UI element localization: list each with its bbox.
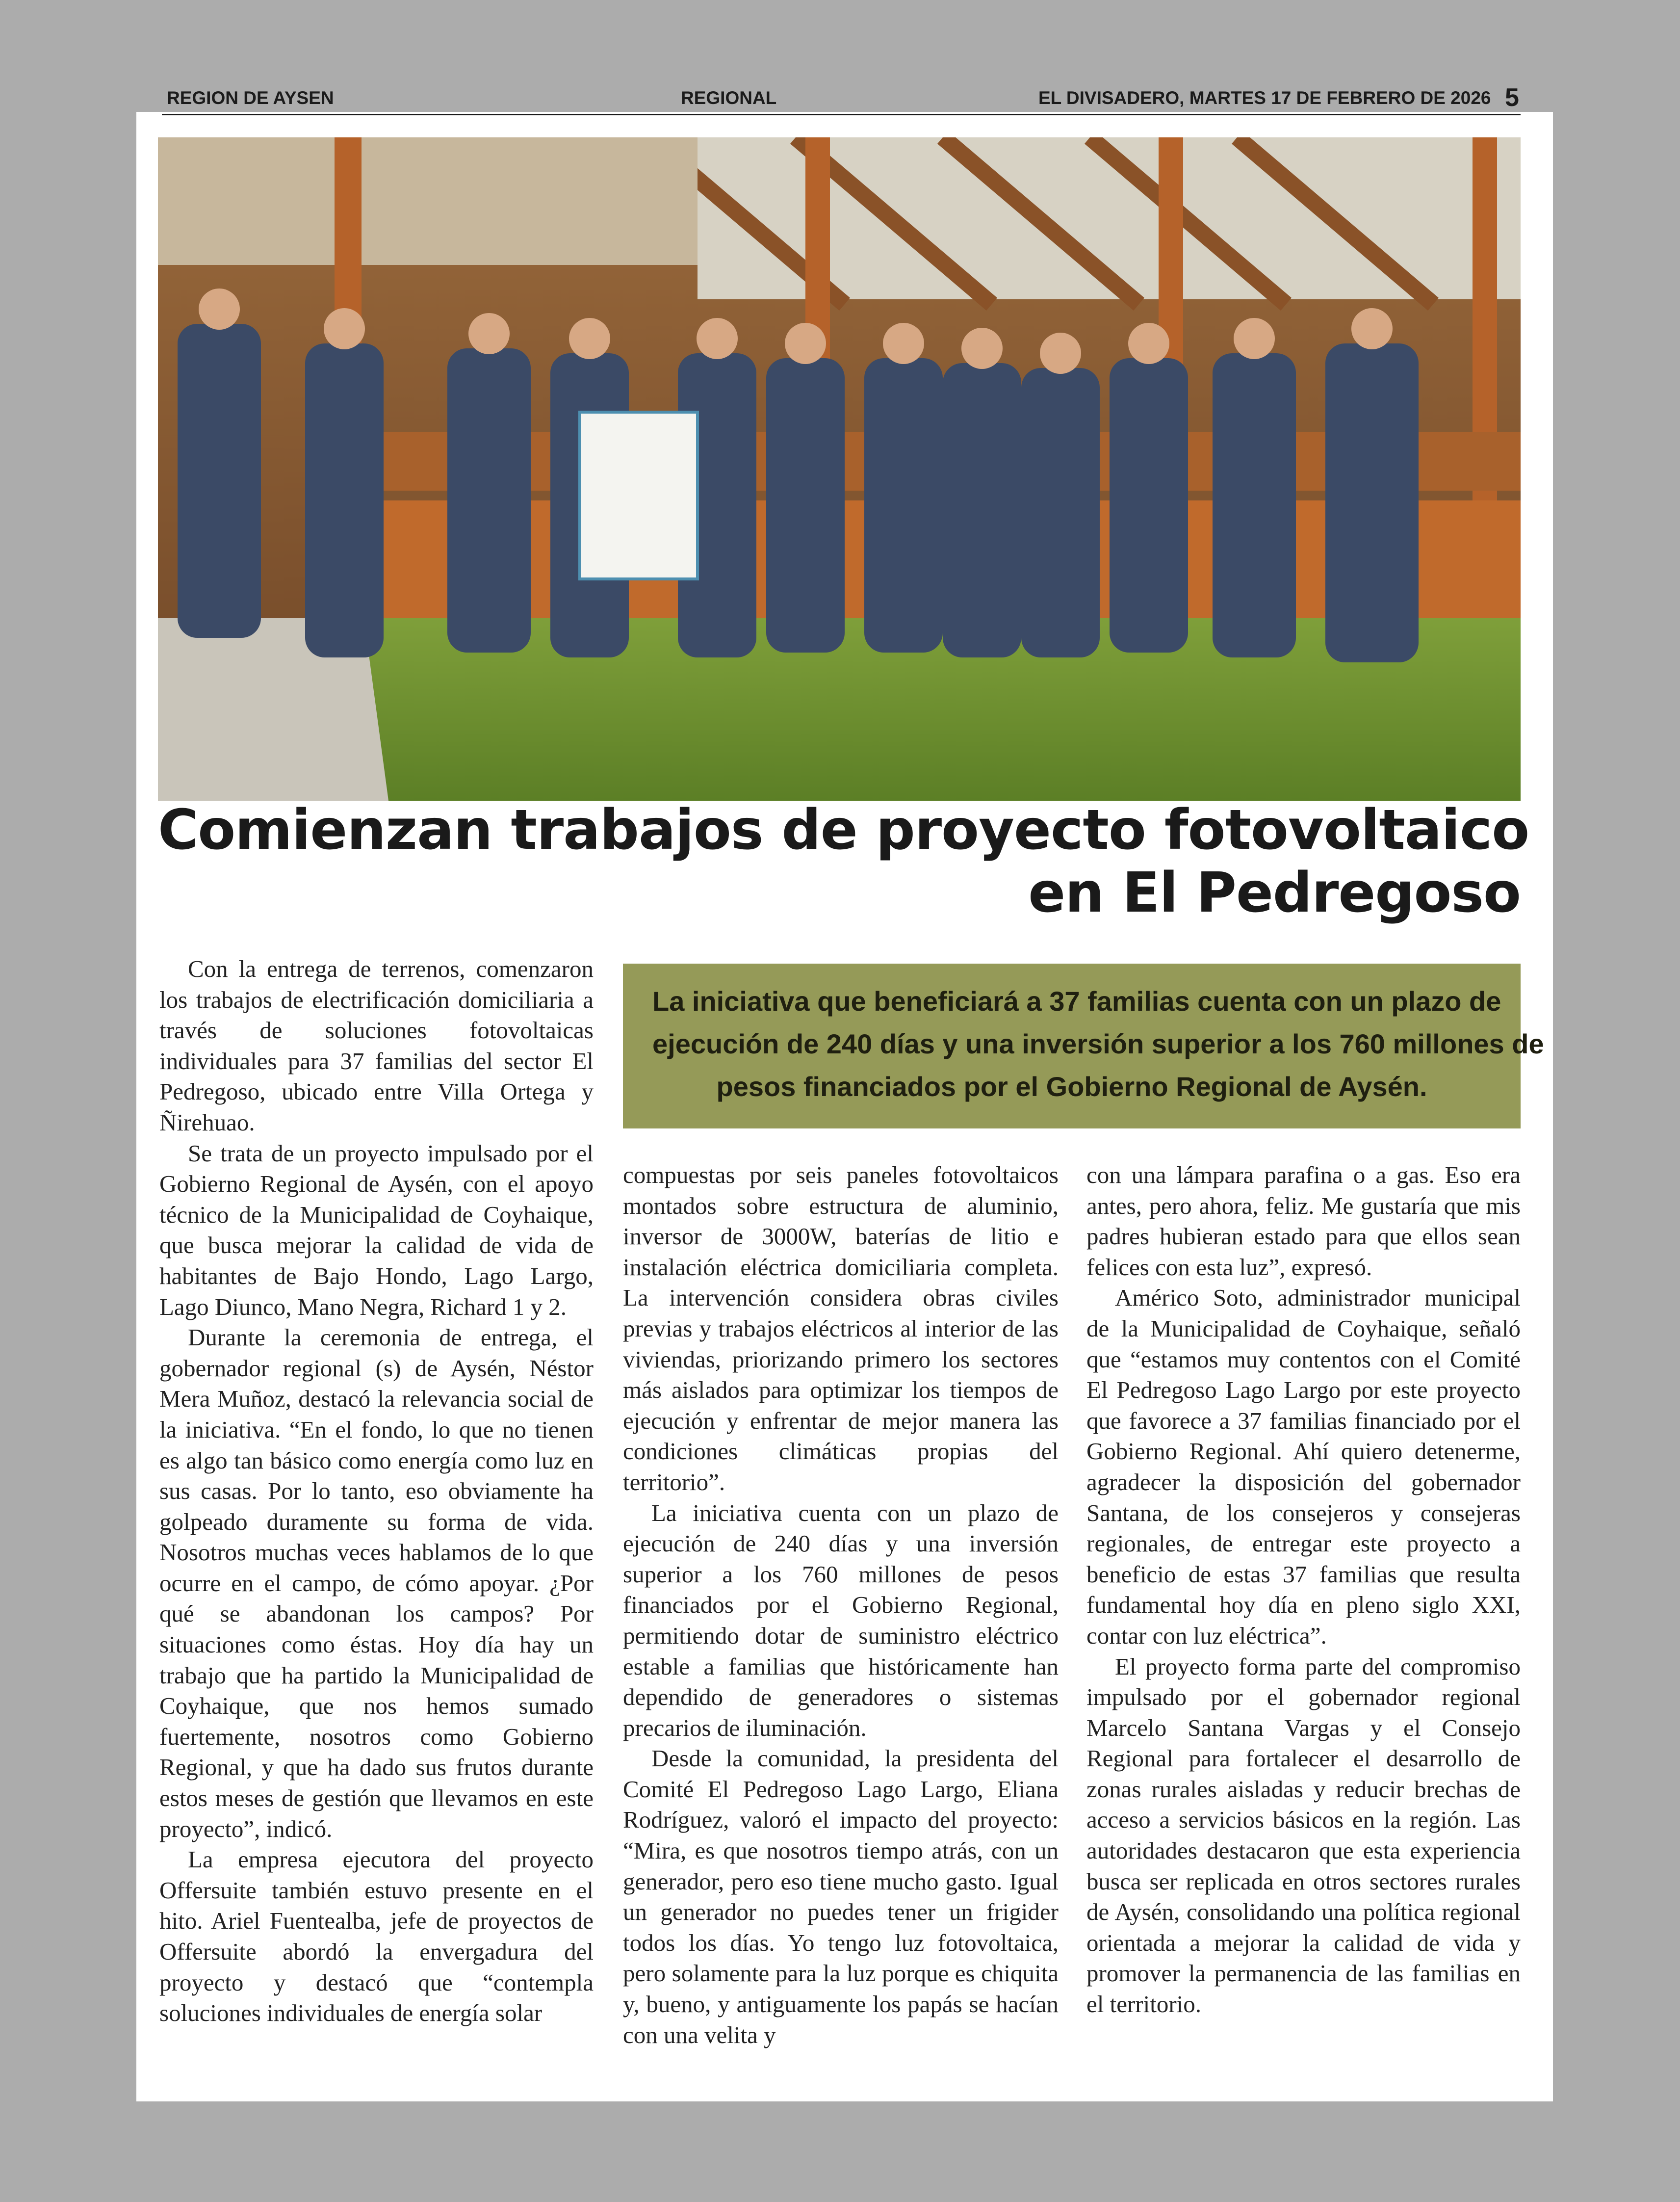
paragraph: La empresa ejecutora del proyecto Offersuite también estuvo presente en el hito. Ariel Fuentealba, jefe de proyectos de Offersuite abordó la envergadura del proyecto y destacó que “contempla soluciones individuales de energía solar xyxy=(159,1846,594,2027)
headline-line-2: en El Pedregoso xyxy=(1028,861,1521,925)
deck-line-3: pesos financiados por el Gobierno Regional de Aysén. xyxy=(716,1071,1427,1102)
headline xyxy=(158,798,1529,925)
edition-date: EL DIVISADERO, MARTES 17 DE FEBRERO DE 2026 xyxy=(1038,88,1491,108)
paragraph: Américo Soto, administrador municipal de la Municipalidad de Coyhaique, señaló que “estamos muy contentos con el Comité El Pedregoso Lago Largo por este proyecto que favorece a 37 familias financiado por el Gobierno Regional. Ahí quiero detenerme, agradecer la disposición del gobernador Santana, de los consejeros y consejeras regionales, de entregar este proyecto a beneficio de estas 37 familias que resulta fundamental hoy día en pleno siglo XXI, contar con luz eléctrica”. xyxy=(1086,1284,1521,1649)
deck-line-2: ejecución de 240 días y una inversión superior a los 760 millones de xyxy=(652,1028,1544,1059)
header-rule xyxy=(162,114,1521,115)
paragraph: Desde la comunidad, la presidenta del Comité El Pedregoso Lago Largo, Eliana Rodríguez, valoró el impacto del proyecto: “Mira, es que nosotros tiempo atrás, con un generador, pero eso tiene mucho gasto. Igual un generador no puedes tener un frigider todos los días. Yo tengo luz fotovoltaica, pero solamente para la luz porque es chiquita y, bueno, y antiguamente los papás se hacían con una velita y xyxy=(623,1745,1059,2048)
article-column-2 xyxy=(623,1160,1059,2050)
section-center: REGIONAL xyxy=(681,88,777,108)
paragraph: Durante la ceremonia de entrega, el gobernador regional (s) de Aysén, Néstor Mera Muñoz, destacó la relevancia social de la iniciativa. “En el fondo, lo que no tienen es algo tan básico como energía como luz en sus casas. Por lo tanto, eso obviamente ha golpeado duramente su forma de vida. Nosotros muchas veces hablamos de lo que ocurre en el campo, de cómo apoyar. ¿Por qué se abandonan los campos? Por situaciones como éstas. Hoy día hay un trabajo que ha partido la Municipalidad de Coyhaique, que nos hemos sumado fuertemente, nosotros como Gobierno Regional, y que ha dado sus frutos durante estos meses de gestión que llevamos en este proyecto”, indicó. xyxy=(159,1324,594,1842)
deck-text xyxy=(652,980,1544,1108)
article-column-1 xyxy=(159,954,594,2029)
paragraph: con una lámpara parafina o a gas. Eso era antes, pero ahora, feliz. Me gustaría que mis padres hubieran estado para que ellos sean felices con esta luz”, expresó. xyxy=(1086,1161,1521,1281)
page-header xyxy=(162,83,1521,115)
paragraph: compuestas por seis paneles fotovoltaicos montados sobre estructura de aluminio, inversor de 3000W, baterías de litio e instalación eléctrica domiciliaria completa. La intervención considera obras civiles previas y trabajos eléctricos al interior de las viviendas, priorizando primero los sectores más aislados para optimizar los tiempos de ejecución y enfrentar de mejor manera las condiciones climáticas propias del territorio”. xyxy=(623,1161,1059,1495)
paragraph: El proyecto forma parte del compromiso impulsado por el gobernador regional Marcelo Santana Vargas y el Consejo Regional para fortalecer el desarrollo de zonas rurales aisladas y reducir brechas de acceso a servicios básicos en la región. Las autoridades destacaron que esta experiencia busca ser replicada en otros sectores rurales de Aysén, consolidando una política regional orientada a mejorar la calidad de vida y promover la permanencia de las familias en el territorio. xyxy=(1086,1652,1521,2018)
article-column-3 xyxy=(1086,1160,1521,2020)
paragraph: La iniciativa cuenta con un plazo de ejecución de 240 días y una inversión superior a los 760 millones de pesos financiados por el Gobierno Regional, permitiendo dotar de suministro eléctrico estable a familias que históricamente han dependido de generadores o sistemas precarios de iluminación. xyxy=(623,1499,1059,1741)
paragraph: Con la entrega de terrenos, comenzaron los trabajos de electrificación domiciliaria a través de soluciones fotovoltaicas individuales para 37 familias del sector El Pedregoso, ubicado entre Villa Ortega y Ñirehuao. xyxy=(159,955,594,1136)
page-number: 5 xyxy=(1505,83,1519,112)
deck-line-1: La iniciativa que beneficiará a 37 familias cuenta con un plazo de xyxy=(652,986,1501,1017)
paragraph: Se trata de un proyecto impulsado por el Gobierno Regional de Aysén, con el apoyo técnico de la Municipalidad de Coyhaique, que busca mejorar la calidad de vida de habitantes de Bajo Hondo, Lago Largo, Lago Diunco, Mano Negra, Richard 1 y 2. xyxy=(159,1139,594,1320)
deck-box xyxy=(623,964,1544,1128)
group-photo xyxy=(158,137,1521,801)
headline-line-1: Comienzan trabajos de proyecto fotovoltaico xyxy=(158,798,1529,862)
section-left: REGION DE AYSEN xyxy=(167,88,334,108)
